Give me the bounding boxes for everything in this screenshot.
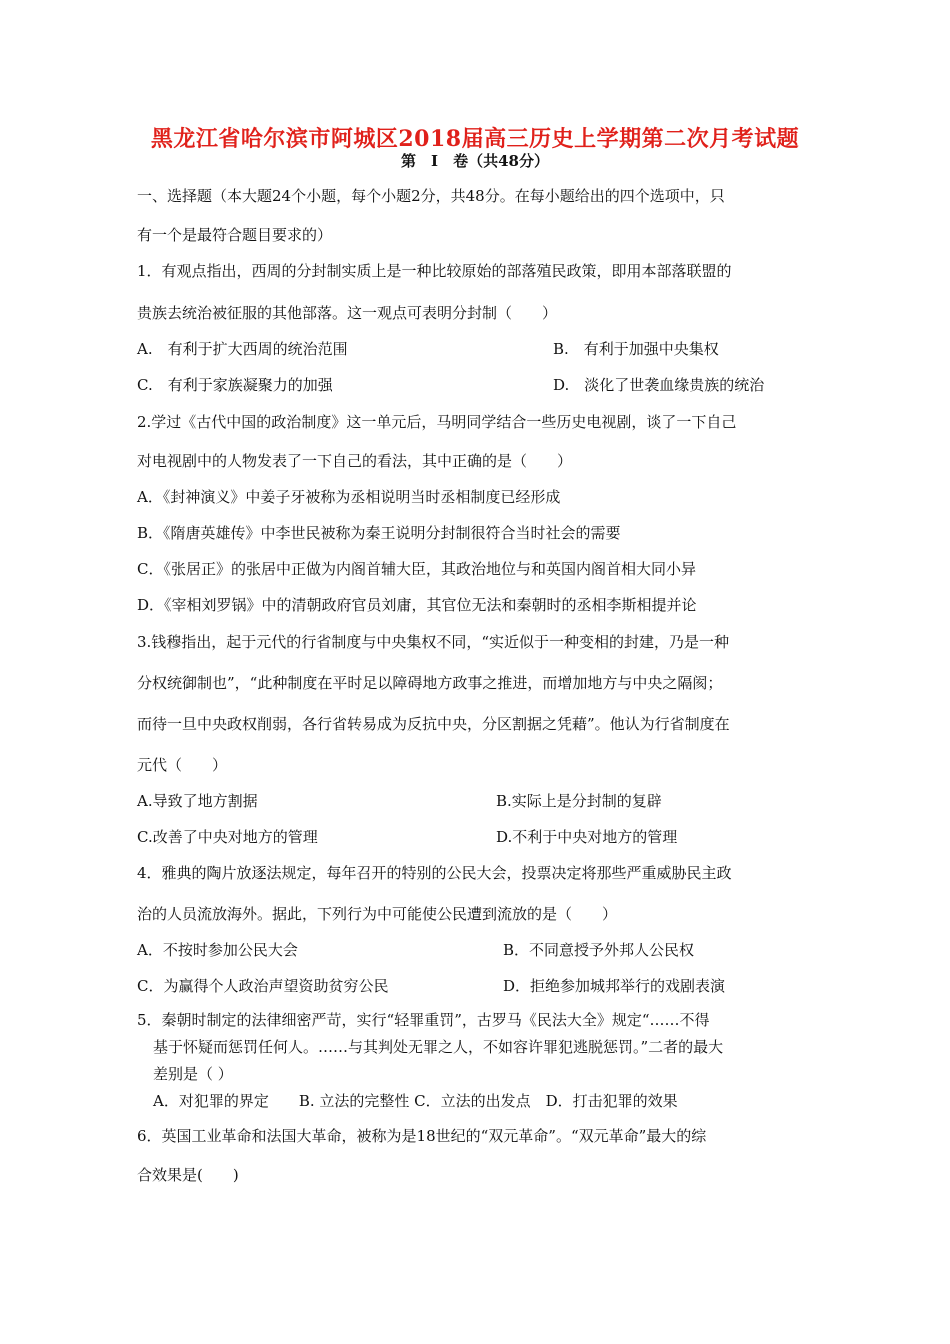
q4-option-b: B．不同意授予外邦人公民权 (503, 941, 695, 959)
q2-option-d: D．《宰相刘罗锅》中的清朝政府官员刘庸，其官位无法和秦朝时的丞相李斯相提并论 (137, 596, 697, 614)
q3-stem-line-1: 3.钱穆指出，起于元代的行省制度与中央集权不同，“实近似于一种变相的封建，乃是一种 (137, 633, 729, 651)
q2-option-a: A．《封神演义》中姜子牙被称为丞相说明当时丞相制度已经形成 (137, 488, 561, 506)
exam-title: 黑龙江省哈尔滨市阿城区2018届高三历史上学期第二次月考试题 (150, 126, 800, 152)
q2-stem-line-2: 对电视剧中的人物发表了一下自己的看法，其中正确的是（ ） (137, 452, 573, 470)
q4-option-d: D．拒绝参加城邦举行的戏剧表演 (503, 977, 726, 995)
q5-stem-line-3: 差别是（ ） (153, 1065, 233, 1083)
q3-stem-line-2: 分权统御制也”，“此种制度在平时足以障碍地方政事之推进，而增加地方与中央之隔阂； (137, 674, 723, 692)
section-heading: 第 Ⅰ 卷（共48分） (401, 152, 549, 170)
q1-option-c: C. 有利于家族凝聚力的加强 (137, 376, 333, 394)
q5-stem-line-2: 基于怀疑而惩罚任何人。……与其判处无罪之人，不如容许罪犯逃脱惩罚。”二者的最大 (153, 1038, 724, 1056)
q6-stem-line-2: 合效果是( ) (137, 1166, 239, 1184)
q3-stem-line-4: 元代（ ） (137, 756, 228, 774)
q1-option-b: B. 有利于加强中央集权 (553, 340, 719, 358)
q4-stem-line-1: 4．雅典的陶片放逐法规定，每年召开的特别的公民大会，投票决定将那些严重威胁民主政 (137, 864, 732, 882)
q4-option-a: A．不按时参加公民大会 (137, 941, 298, 959)
q3-option-d: D.不利于中央对地方的管理 (496, 828, 678, 846)
q2-stem-line-1: 2.学过《古代中国的政治制度》这一单元后，马明同学结合一些历史电视剧，谈了一下自己 (137, 413, 737, 431)
q5-stem-line-1: 5．秦朝时制定的法律细密严苛，实行“轻罪重罚”，古罗马《民法大全》规定“……不得 (137, 1011, 710, 1029)
q1-stem-line-1: 1．有观点指出，西周的分封制实质上是一种比较原始的部落殖民政策，即用本部落联盟的 (137, 262, 732, 280)
q3-stem-line-3: 而待一旦中央政权削弱，各行省转易成为反抗中央，分区割据之凭藉”。他认为行省制度在 (137, 715, 730, 733)
q1-stem-line-2: 贵族去统治被征服的其他部落。这一观点可表明分封制（ ） (137, 304, 558, 322)
q1-option-d: D. 淡化了世袭血缘贵族的统治 (553, 376, 765, 394)
q2-option-b: B．《隋唐英雄传》中李世民被称为秦王说明分封制很符合当时社会的需要 (137, 524, 621, 542)
q6-stem-line-1: 6．英国工业革命和法国大革命，被称为是18世纪的“双元革命”。“双元革命”最大的综 (137, 1127, 707, 1145)
q1-option-a: A. 有利于扩大西周的统治范围 (137, 340, 348, 358)
q3-option-b: B.实际上是分封制的复辟 (496, 792, 662, 810)
instructions-line-1: 一、选择题（本大题24个小题，每个小题2分，共48分。在每小题给出的四个选项中，只 (137, 187, 725, 205)
q2-option-c: C．《张居正》的张居中正做为内阁首辅大臣，其政治地位与和英国内阁首相大同小异 (137, 560, 696, 578)
q4-stem-line-2: 治的人员流放海外。据此，下列行为中可能使公民遭到流放的是（ ） (137, 905, 618, 923)
q5-options: A．对犯罪的界定 B. 立法的完整性 C．立法的出发点 D．打击犯罪的效果 (153, 1092, 678, 1110)
q4-option-c: C．为赢得个人政治声望资助贫穷公民 (137, 977, 389, 995)
q3-option-a: A.导致了地方割据 (137, 792, 258, 810)
q3-option-c: C.改善了中央对地方的管理 (137, 828, 318, 846)
instructions-line-2: 有一个是最符合题目要求的） (137, 226, 333, 244)
